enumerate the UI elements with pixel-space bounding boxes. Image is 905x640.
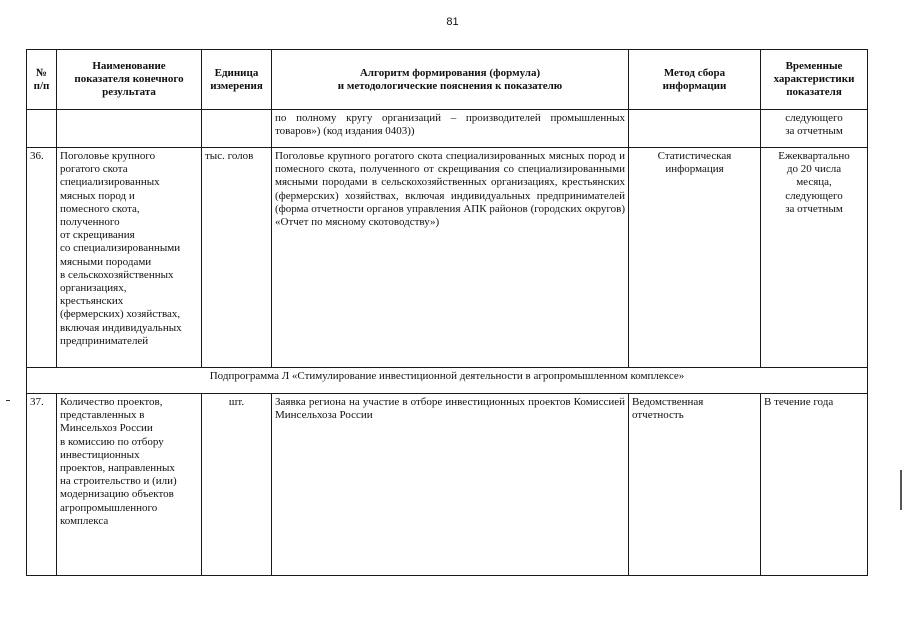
row-continued-num	[27, 110, 57, 148]
table-row	[27, 110, 868, 148]
row-36-num: 36.	[27, 148, 57, 368]
row-37-algorithm: Заявка региона на участие в отборе инвестиционных проектов Комиссией Минсельхоза России	[272, 394, 629, 576]
row-continued-time: следующего за отчетным	[761, 110, 868, 148]
header-unit: Единица измерения	[202, 50, 272, 110]
header-method: Метод сбора информации	[629, 50, 761, 110]
indicators-table	[26, 49, 868, 576]
subprogram-title: Подпрограмма Л «Стимулирование инвестиционной деятельности в агропромышленном комплексе»	[27, 368, 868, 394]
row-continued-method	[629, 110, 761, 148]
row-37-unit: шт.	[202, 394, 272, 576]
row-continued-unit	[202, 110, 272, 148]
row-36-algorithm: Поголовье крупного рогатого скота специализированных мясных пород и помесного скота, полученного от скрещивания со специализированными мясными породами в сельскохозяйственных организациях, крестьянских (фермерских) хозяйствах, включая индивидуальных предпринимателей (форма отчетности органов управления АПК районов (городских округов) «Отчет по мясному скотоводству»)	[272, 148, 629, 368]
row-37-name: Количество проектов, представленных в Минсельхоз России в комиссию по отбору инвестиционных проектов, направленных на строительство и (или) модернизацию объектов агропромышленного комплекса	[57, 394, 202, 576]
row-36-method: Статистическая информация	[629, 148, 761, 368]
header-time: Временные характеристики показателя	[761, 50, 868, 110]
header-algorithm: Алгоритм формирования (формула) и методологические пояснения к показателю	[272, 50, 629, 110]
table-row	[27, 148, 868, 368]
row-36-name: Поголовье крупного рогатого скота специализированных мясных пород и помесного скота, полученного от скрещивания со специализированными мясными породами в сельскохозяйственных организациях, крестьянских (фермерских) хозяйствах, включая индивидуальных предпринимателей	[57, 148, 202, 368]
row-36-time: Ежеквартально до 20 числа месяца, следующего за отчетным	[761, 148, 868, 368]
row-37-time: В течение года	[761, 394, 868, 576]
header-num: № п/п	[27, 50, 57, 110]
table-row	[27, 394, 868, 576]
row-continued-algorithm: по полному кругу организаций – производителей промышленных товаров») (код издания 0403))	[272, 110, 629, 148]
subprogram-row	[27, 368, 868, 394]
scan-mark-left	[6, 400, 10, 401]
row-37-num: 37.	[27, 394, 57, 576]
header-name: Наименование показателя конечного результата	[57, 50, 202, 110]
scan-mark-right	[900, 470, 902, 510]
row-continued-name	[57, 110, 202, 148]
row-37-method: Ведомственная отчетность	[629, 394, 761, 576]
table-header-row	[27, 50, 868, 110]
page-number: 81	[446, 16, 459, 28]
row-36-unit: тыс. голов	[202, 148, 272, 368]
